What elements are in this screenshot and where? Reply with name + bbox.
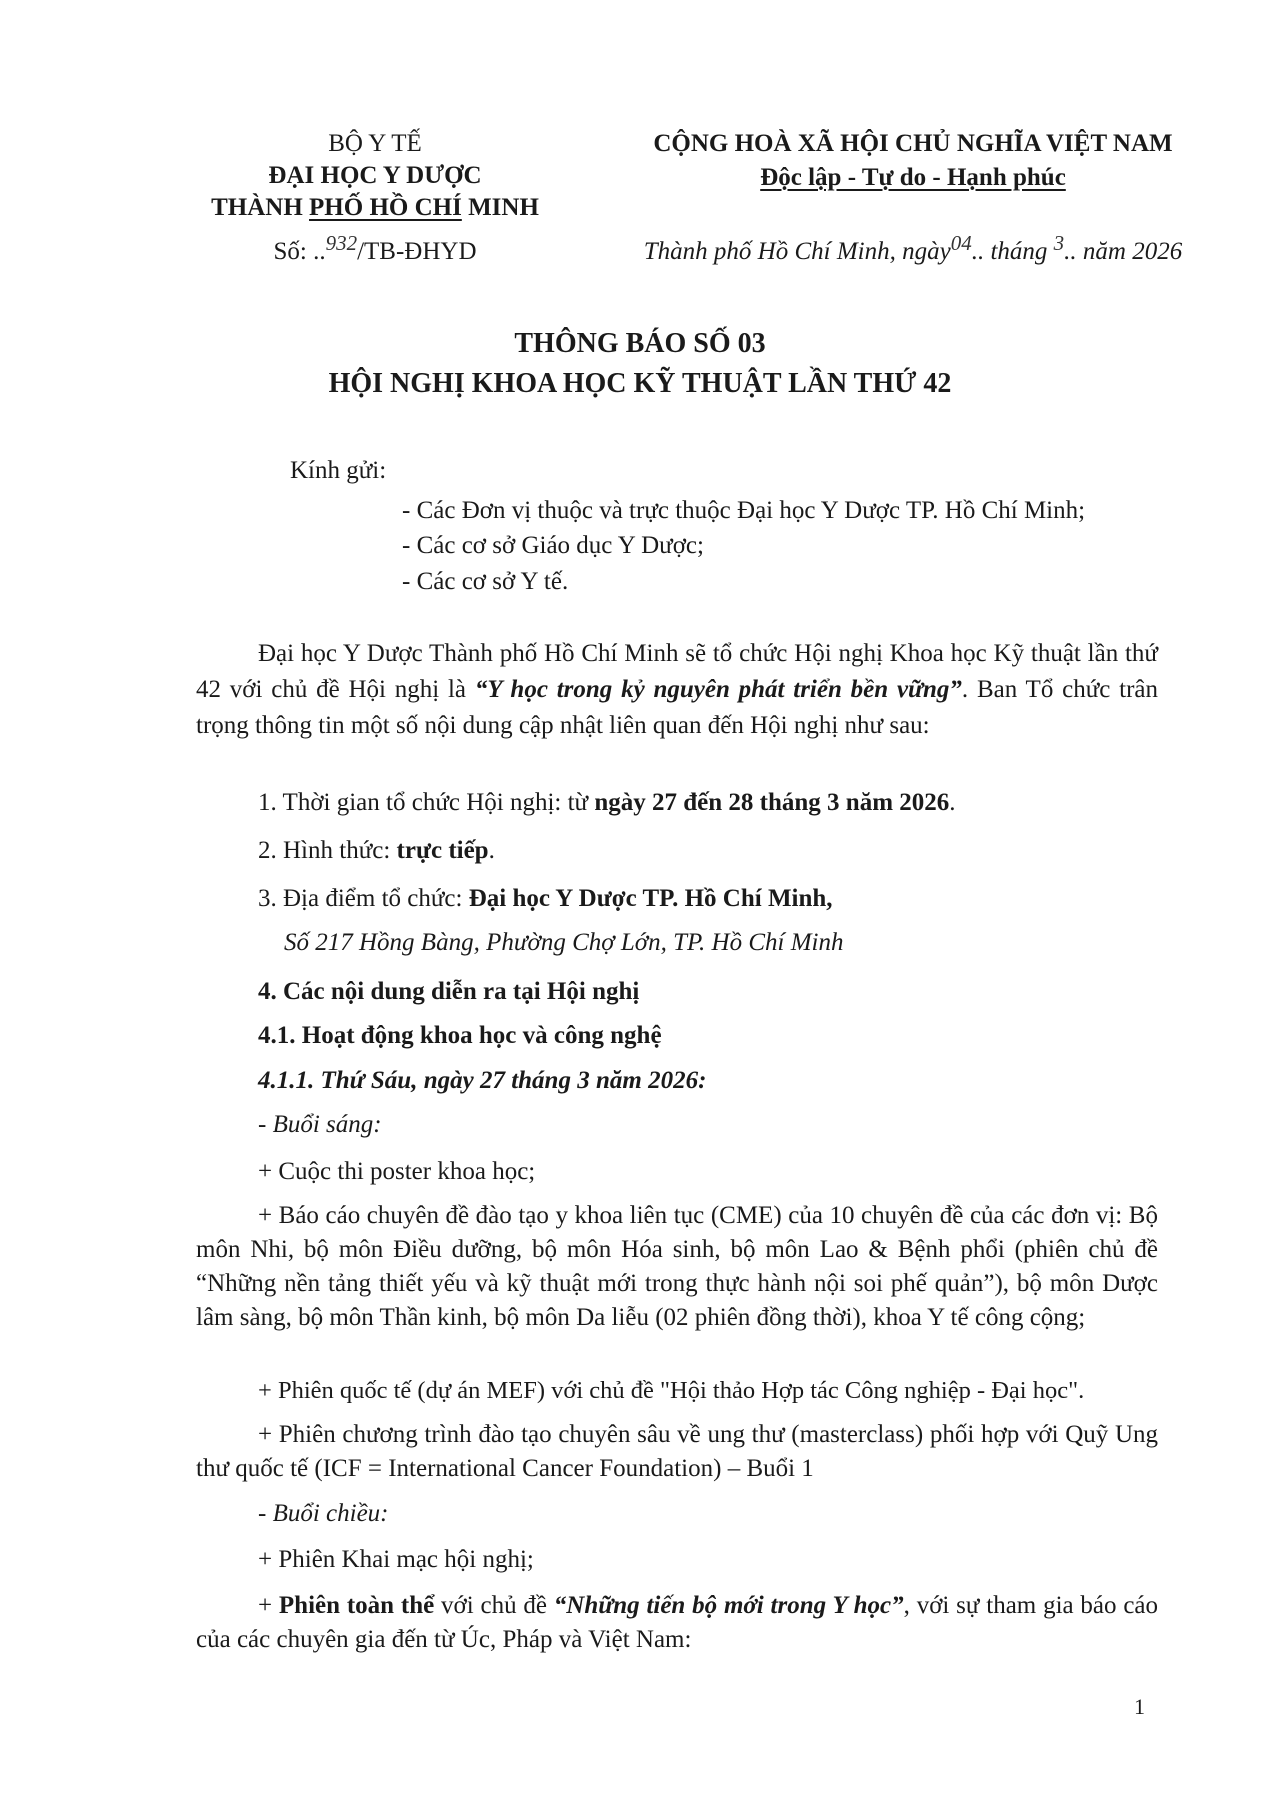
document-number: Số: ..$^{932}$/TB-ĐHYD [273, 231, 477, 265]
republic-title: CỘNG HOÀ XÃ HỘI CHỦ NGHĨA VIỆT NAM [653, 130, 1173, 157]
intro-paragraph: Đại học Y Dược Thành phố Hồ Chí Minh sẽ tổ chức Hội nghị Khoa học Kỹ thuật lần thứ 42 với chủ đề Hội nghị là “Y học trong kỷ nguyên phát triển bền vững”. Ban Tổ chức trân trọng thông tin một số nội dung cập nhật liên quan đến Hội nghị như sau: [196, 640, 1158, 739]
item-venue: 3. Địa điểm tổ chức: Đại học Y Dược TP. Hồ Chí Minh, [258, 885, 833, 912]
section-4-heading: 4. Các nội dung diễn ra tại Hội nghị [258, 978, 640, 1005]
recipients-label: Kính gửi: [290, 457, 387, 484]
venue-address: Số 217 Hồng Bàng, Phường Chợ Lớn, TP. Hồ Chí Minh [284, 929, 844, 956]
afternoon-item: + Phiên Khai mạc hội nghị; [258, 1546, 534, 1573]
notice-title: THÔNG BÁO SỐ 03 [514, 328, 766, 359]
document-date: Thành phố Hồ Chí Minh, ngày$^{04}$.. tháng $^3$.. năm 2026 [643, 231, 1183, 265]
ministry-name: BỘ Y TẾ [328, 130, 422, 157]
recipient-item: - Các cơ sở Y tế. [402, 568, 569, 595]
document-number-handwritten: 932 [325, 231, 358, 255]
page-number: 1 [1134, 1694, 1145, 1719]
section-4-1-heading: 4.1. Hoạt động khoa học và công nghệ [258, 1022, 662, 1049]
conference-theme: “Y học trong kỷ nguyên phát triển bền vững” [474, 676, 962, 703]
item-time: 1. Thời gian tổ chức Hội nghị: từ ngày 27 đến 28 tháng 3 năm 2026. [258, 789, 956, 816]
recipient-item: - Các cơ sở Giáo dục Y Dược; [402, 532, 704, 559]
date-day-handwritten: 04 [950, 231, 972, 255]
university-name-line1: ĐẠI HỌC Y DƯỢC [268, 162, 482, 189]
section-4-1-1-heading: 4.1.1. Thứ Sáu, ngày 27 tháng 3 năm 2026: [258, 1067, 707, 1094]
morning-label: - Buổi sáng: [258, 1111, 382, 1138]
morning-item-masterclass: + Phiên chương trình đào tạo chuyên sâu về ung thư (masterclass) phối hợp với Quỹ Ung thư quốc tế (ICF = International Cancer Foundation) – Buổi 1 [196, 1421, 1158, 1482]
morning-item: + Cuộc thi poster khoa học; [258, 1158, 536, 1185]
date-month-handwritten: 3 [1053, 231, 1065, 255]
afternoon-label: - Buổi chiều: [258, 1500, 389, 1527]
national-motto: Độc lập - Tự do - Hạnh phúc [760, 164, 1066, 191]
item-format: 2. Hình thức: trực tiếp. [258, 837, 495, 864]
university-name-line2: THÀNH PHỐ HỒ CHÍ MINH [211, 194, 539, 221]
morning-item-cme: + Báo cáo chuyên đề đào tạo y khoa liên tục (CME) của 10 chuyên đề của các đơn vị: Bộ môn Nhi, bộ môn Điều dưỡng, bộ môn Hóa sinh, bộ môn Lao & Bệnh phổi (phiên chủ đề “Những nền tảng thiết yếu và kỹ thuật mới trong thực hành nội soi phế quản”), bộ môn Dược lâm sàng, bộ môn Thần kinh, bộ môn Da liễu (02 phiên đồng thời), khoa Y tế công cộng; [196, 1202, 1158, 1331]
morning-item-international: + Phiên quốc tế (dự án MEF) với chủ đề "Hội thảo Hợp tác Công nghiệp - Đại học". [258, 1377, 1085, 1404]
conference-title: HỘI NGHỊ KHOA HỌC KỸ THUẬT LẦN THỨ 42 [328, 368, 952, 399]
afternoon-item-plenary: + Phiên toàn thể với chủ đề “Những tiến bộ mới trong Y học”, với sự tham gia báo cáo của các chuyên gia đến từ Úc, Pháp và Việt Nam: [196, 1592, 1159, 1653]
recipient-item: - Các Đơn vị thuộc và trực thuộc Đại học Y Dược TP. Hồ Chí Minh; [402, 497, 1086, 524]
